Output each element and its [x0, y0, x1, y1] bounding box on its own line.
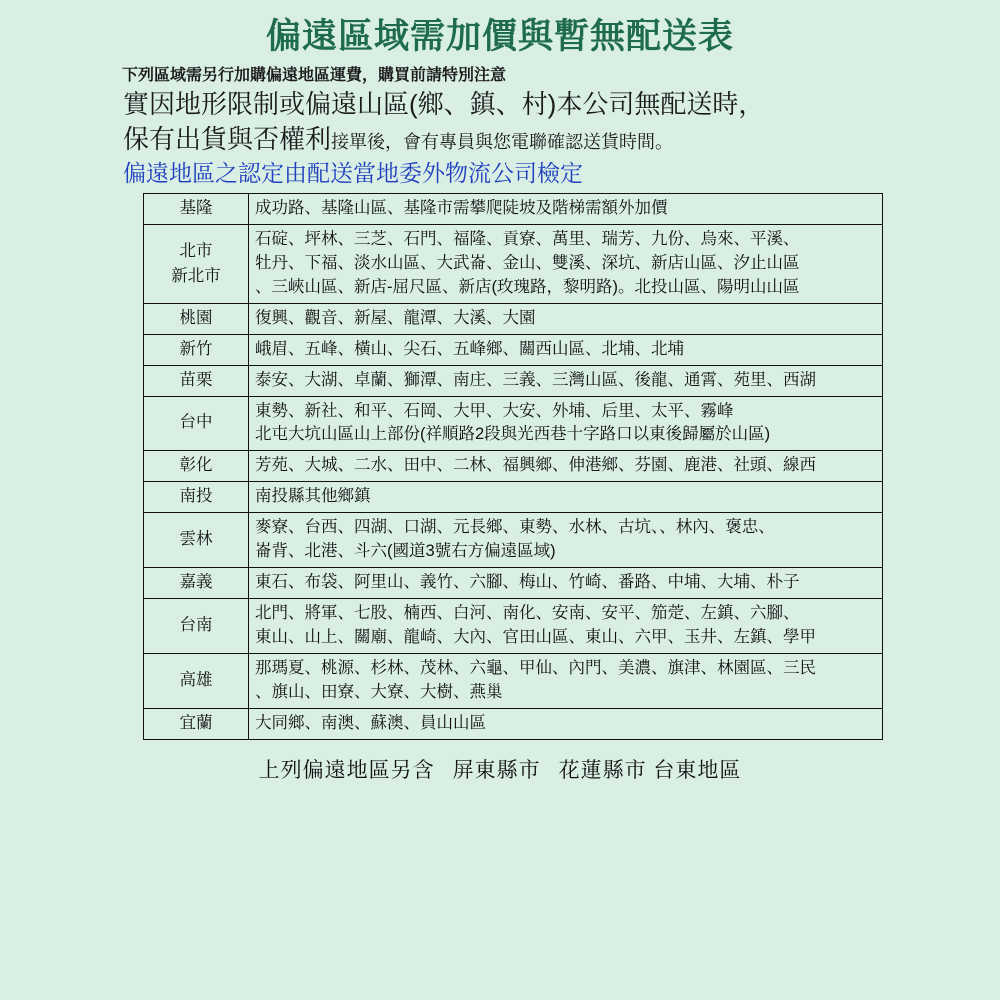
detail-line: 東山、山上、關廟、龍崎、大內、官田山區、東山、六甲、玉井、左鎮、學甲: [255, 627, 816, 646]
table-body: [144, 194, 883, 740]
detail-line: 大同鄉、南澳、蘇澳、員山山區: [255, 713, 486, 732]
region-cell: [144, 225, 249, 304]
region-cell: 雲林: [144, 513, 249, 568]
detail-cell: [249, 568, 883, 599]
page-subtitle: 下列區域需另行加購偏遠地區運費，購買前請特別注意: [122, 67, 507, 84]
detail-line: 復興、觀音、新屋、龍潭、大溪、大園: [255, 308, 536, 327]
detail-cell: [249, 482, 883, 513]
lead-line-2: [123, 122, 982, 157]
detail-line: 石碇、坪林、三芝、石門、福隆、貢寮、萬里、瑞芳、九份、烏來、平溪、: [255, 230, 800, 248]
detail-line: 南投縣其他鄉鎮: [255, 487, 371, 506]
detail-line: 那瑪夏、桃源、杉林、茂林、六龜、甲仙、內門、美濃、旗津、林園區、三民: [255, 658, 816, 677]
detail-cell: [249, 653, 883, 708]
detail-cell: [249, 334, 883, 365]
detail-line: 崙背、北港、斗六(國道3號右方偏遠區域): [255, 542, 556, 561]
detail-cell: [249, 194, 883, 225]
detail-cell: [249, 303, 883, 334]
table-row: [144, 396, 883, 451]
table-row: [144, 194, 883, 225]
detail-cell: [249, 708, 883, 739]
detail-line: 成功路、基隆山區、基隆市需攀爬陡坡及階梯需額外加價: [255, 199, 668, 218]
table-row: [144, 225, 883, 304]
detail-line: 牡丹、下福、淡水山區、大武崙、金山、雙溪、深坑、新店山區、汐止山區: [255, 253, 800, 272]
table-row: [144, 303, 883, 334]
table-row: [144, 568, 883, 599]
detail-line: 東石、布袋、阿里山、義竹、六腳、梅山、竹崎、番路、中埔、大埔、朴子: [255, 573, 800, 592]
footer-note: [18, 754, 982, 784]
region-cell: 台南: [144, 598, 249, 653]
table-row: [144, 482, 883, 513]
footer-item-2: 花蓮縣市: [558, 758, 647, 782]
region-cell: 高雄: [144, 653, 249, 708]
region-label-secondary: 新北市: [171, 266, 221, 285]
region-cell: 宜蘭: [144, 708, 249, 739]
region-cell: 苗栗: [144, 365, 249, 396]
region-label-primary: 北市: [179, 242, 213, 261]
detail-line: 麥寮、台西、四湖、口湖、元長鄉、東勢、水林、古坑、、林內、褒忠、: [255, 518, 775, 537]
detail-line: 峨眉、五峰、橫山、尖石、五峰鄉、關西山區、北埔、北埔: [255, 339, 684, 358]
table-row: [144, 334, 883, 365]
region-cell: 新竹: [144, 334, 249, 365]
table-row: [144, 708, 883, 739]
detail-line: 北屯大坑山區山上部份(祥順路2段與光西巷十字路口以東後歸屬於山區): [255, 425, 771, 444]
table-row: [144, 451, 883, 482]
footer-item-3: 台東地區: [653, 758, 742, 782]
lead-line-2-note: 接單後，會有專員與您電聯確認送貨時間。: [331, 132, 674, 153]
detail-cell: [249, 365, 883, 396]
detail-line: 、旗山、田寮、大寮、大樹、燕巢: [255, 682, 503, 701]
table-row: [144, 598, 883, 653]
detail-cell: [249, 598, 883, 653]
detail-cell: [249, 451, 883, 482]
detail-line: 北門、將軍、七股、楠西、白河、南化、安南、安平、笳萣、左鎮、六腳、: [255, 603, 800, 622]
region-cell: 嘉義: [144, 568, 249, 599]
page-title: 偏遠區域需加價與暫無配送表: [265, 17, 734, 56]
table-row: [144, 653, 883, 708]
region-cell: 基隆: [144, 194, 249, 225]
detail-cell: [249, 225, 883, 304]
region-cell: 台中: [144, 396, 249, 451]
region-cell: 南投: [144, 482, 249, 513]
lead-paragraph: [123, 87, 982, 157]
remote-area-table: [143, 193, 883, 740]
blue-note: 偏遠地區之認定由配送當地委外物流公司檢定: [123, 160, 583, 187]
detail-line: 、三峽山區、新店-屈尺區、新店(玫瑰路，黎明路)。北投山區、陽明山山區: [255, 277, 800, 296]
lead-line-2-main: 保有出貨與否權利: [123, 124, 332, 155]
footer-prefix: 上列偏遠地區另含: [258, 758, 435, 782]
detail-line: 芳苑、大城、二水、田中、二林、福興鄉、伸港鄉、芬園、鹿港、社頭、線西: [255, 456, 816, 475]
lead-line-1: 實因地形限制或偏遠山區(鄉、鎮、村)本公司無配送時，: [123, 89, 765, 119]
region-cell: 彰化: [144, 451, 249, 482]
detail-line: 東勢、新社、和平、石岡、大甲、大安、外埔、后里、太平、霧峰: [255, 401, 734, 420]
table-row: [144, 513, 883, 568]
detail-cell: [249, 396, 883, 451]
footer-item-1: 屏東縣市: [452, 758, 541, 782]
region-cell: 桃園: [144, 303, 249, 334]
detail-line: 泰安、大湖、卓蘭、獅潭、南庄、三義、三灣山區、後龍、通霄、苑里、西湖: [255, 370, 816, 389]
detail-cell: [249, 513, 883, 568]
table-row: [144, 365, 883, 396]
